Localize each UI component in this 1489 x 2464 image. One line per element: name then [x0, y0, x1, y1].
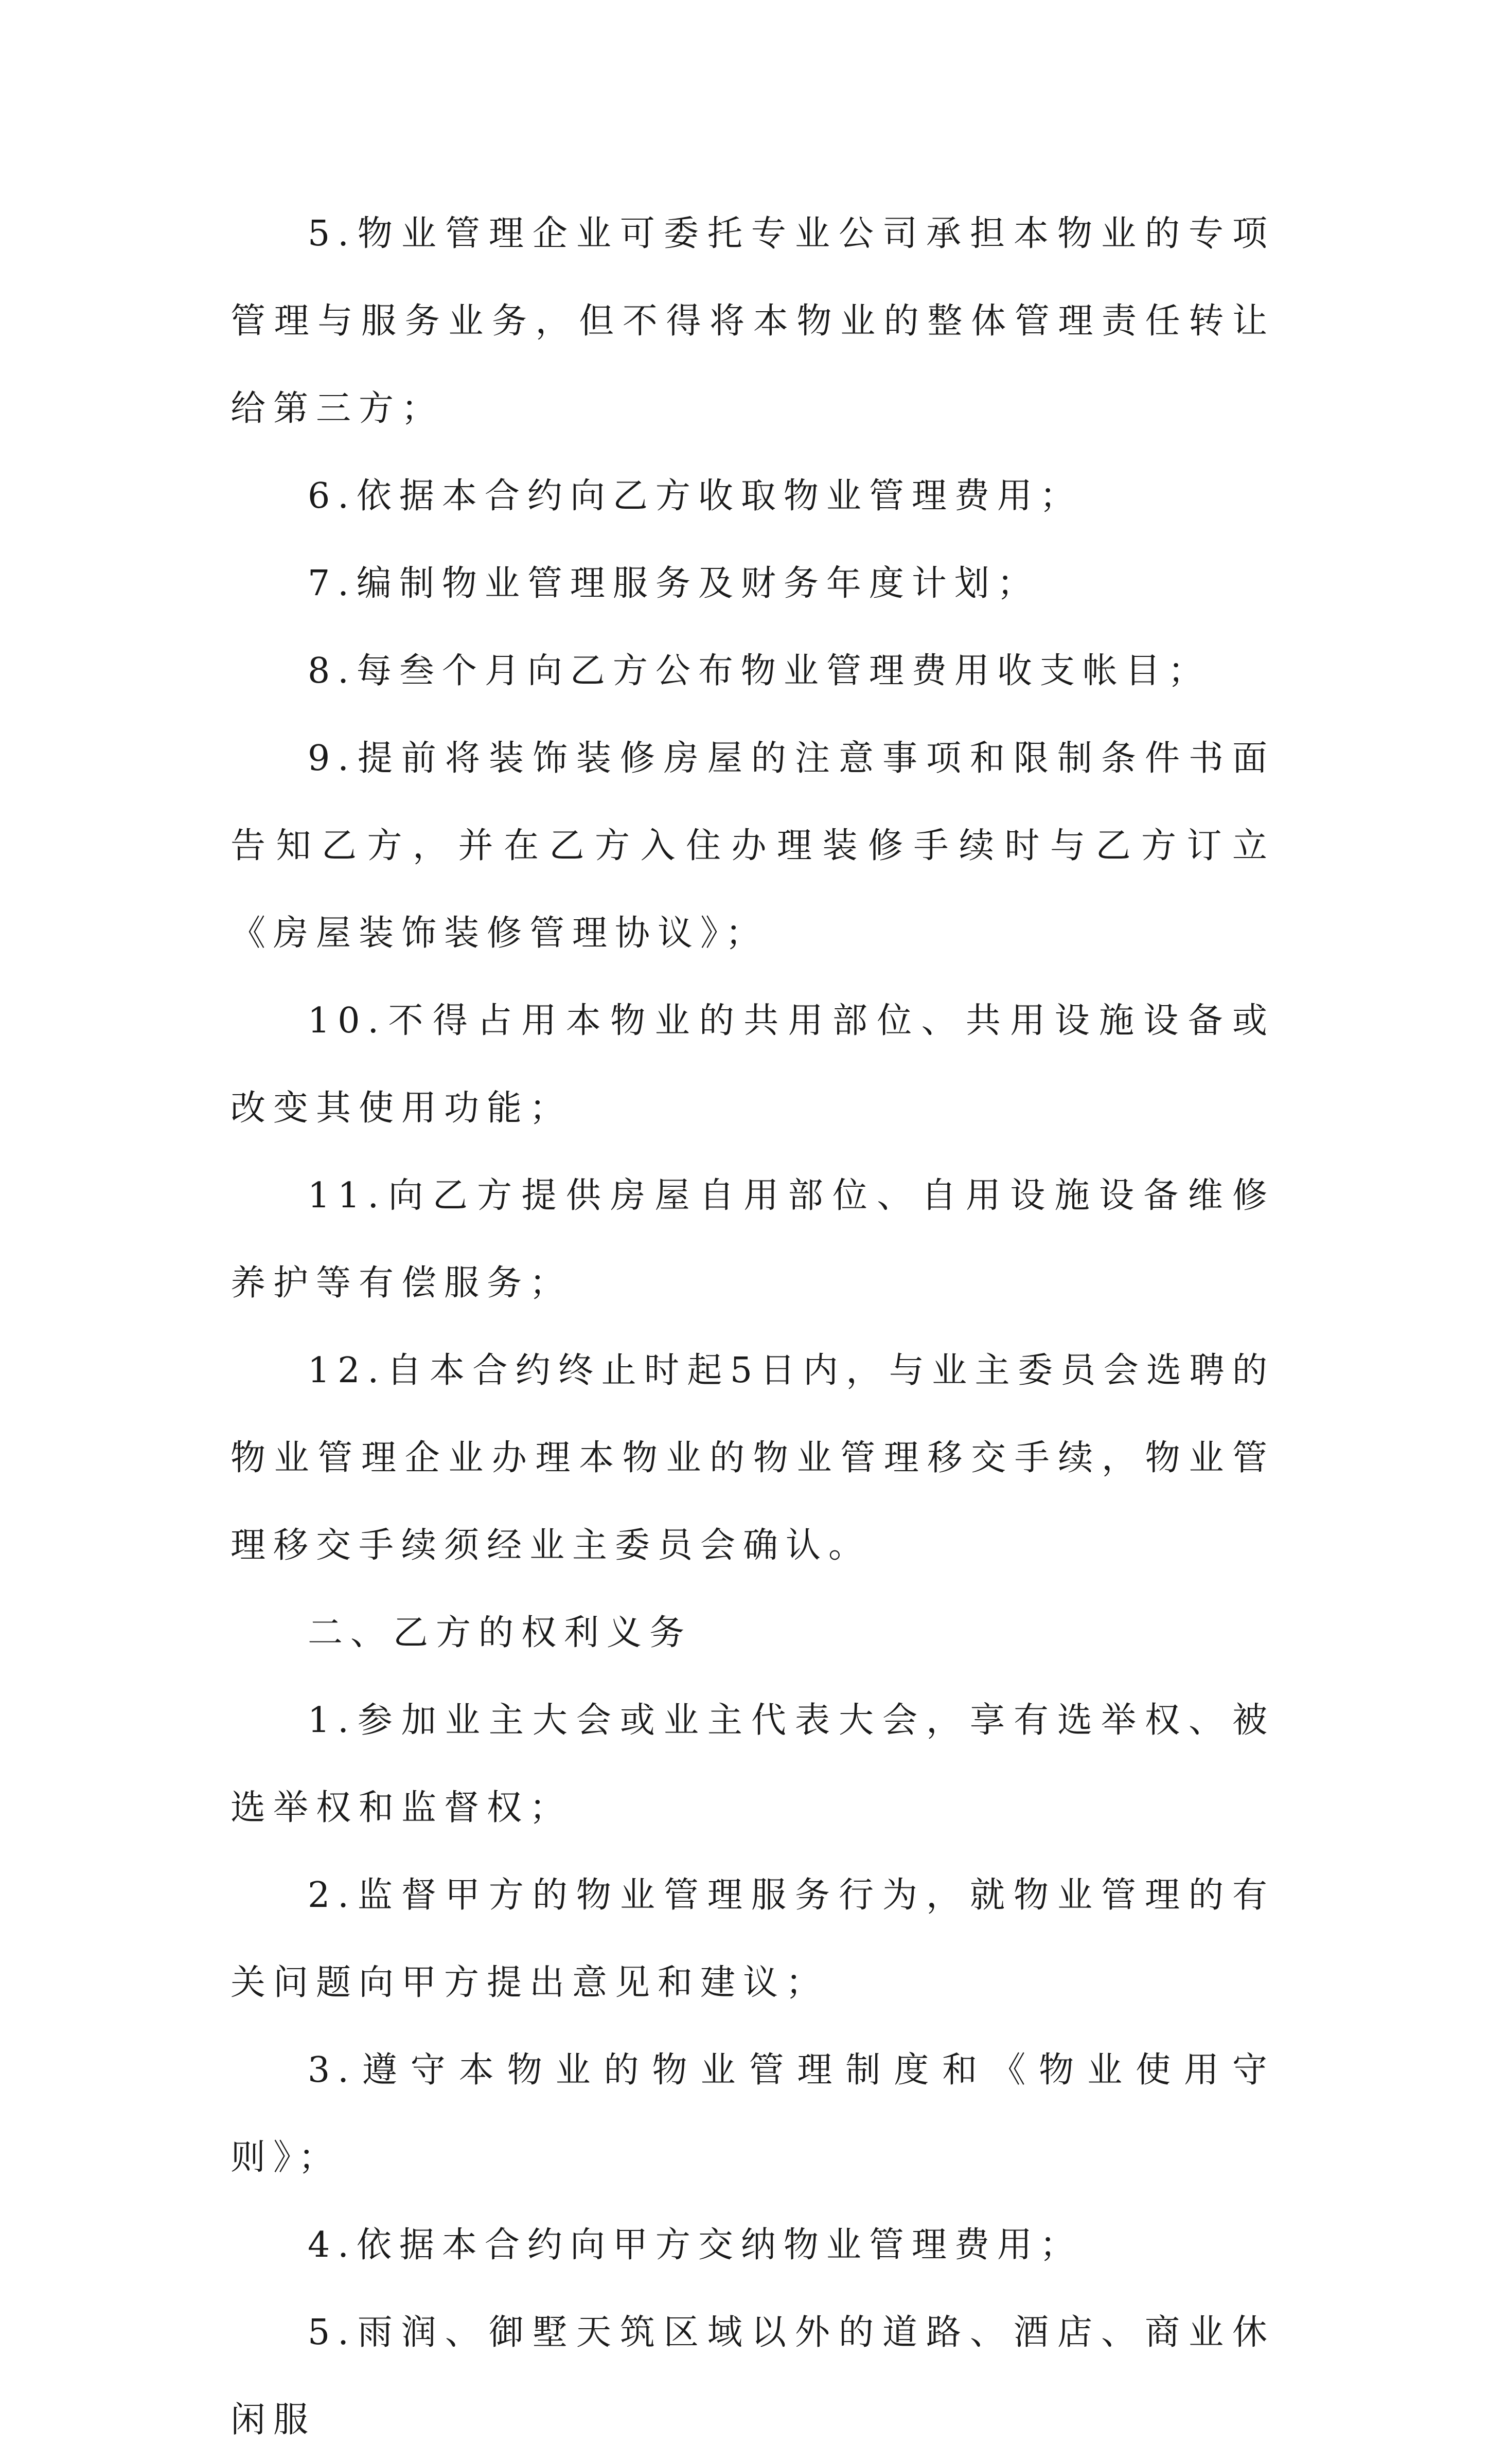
- paragraph-item-6-fee-collection: 6.依据本合约向乙方收取物业管理费用；: [308, 476, 1083, 516]
- paragraph-b-item-2-supervision: 2.监督甲方的物业管理服务行为，就物业管理的有关问题向甲方提出意见和建议；: [231, 1875, 1275, 2003]
- paragraph-b-item-5-areas: 5.雨润、御墅天筑区域以外的道路、酒店、商业休闲服: [231, 2312, 1275, 2440]
- document-body: [231, 190, 1275, 2464]
- paragraph-item-8-accounts: 8.每叁个月向乙方公布物业管理费用收支帐目；: [308, 651, 1211, 691]
- paragraph-item-7-annual-plan: 7.编制物业管理服务及财务年度计划；: [308, 563, 1040, 604]
- paragraph-item-5-subcontracting: 5.物业管理企业可委托专业公司承担本物业的专项管理与服务业务，但不得将本物业的整体管理责任转让给第三方；: [231, 213, 1275, 429]
- paragraph-item-10-common-areas: 10.不得占用本物业的共用部位、共用设施设备或改变其使用功能；: [231, 1001, 1275, 1129]
- paragraph-b-item-3-compliance: 3.遵守本物业的物业管理制度和《物业使用守则》；: [231, 2050, 1275, 2178]
- paragraph-item-12-handover: 12.自本合约终止时起5日内，与业主委员会选聘的物业管理企业办理本物业的物业管理移交手续，物业管理移交手续须经业主委员会确认。: [231, 1350, 1275, 1566]
- section-heading-party-b-rights: 二、乙方的权利义务: [308, 1613, 693, 1653]
- paragraph-item-11-paid-services: 11.向乙方提供房屋自用部位、自用设施设备维修养护等有偿服务；: [231, 1175, 1275, 1304]
- paragraph-b-item-1-voting-rights: 1.参加业主大会或业主代表大会，享有选举权、被选举权和监督权；: [231, 1700, 1275, 1828]
- paragraph-b-item-4-fee-payment: 4.依据本合约向甲方交纳物业管理费用；: [308, 2225, 1083, 2265]
- paragraph-item-9-decoration-notice: 9.提前将装饰装修房屋的注意事项和限制条件书面告知乙方，并在乙方入住办理装修手续时与乙方订立《房屋装饰装修管理协议》；: [231, 738, 1275, 954]
